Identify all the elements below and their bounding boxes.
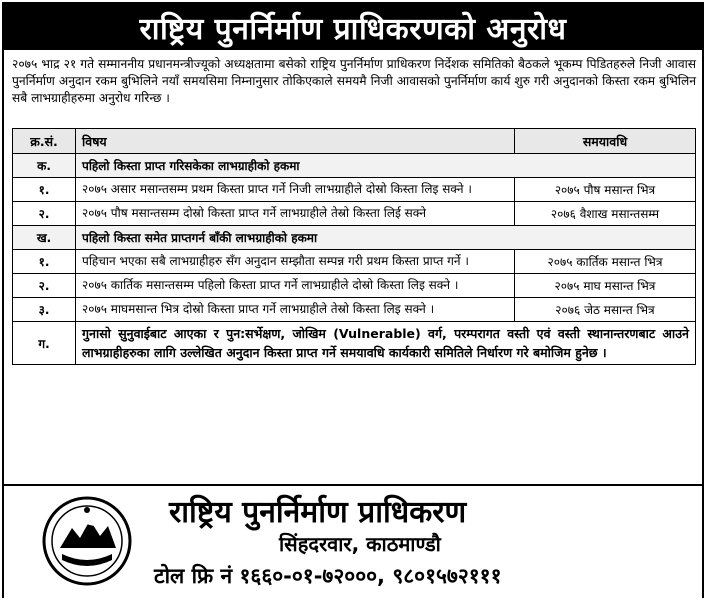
section-a-label: पहिलो किस्ता प्राप्त गरिसकेका लाभग्राहीको हकमा: [76, 154, 696, 178]
section-c-sn: ग.: [13, 322, 76, 365]
row-subject: २०७५ कार्तिक मसान्तसम्म पहिलो किस्ता प्राप्त गर्ने लाभग्राहीले दोस्रो किस्ता लिइ सक्ने ।: [76, 274, 515, 298]
table-row: [13, 202, 696, 226]
intro-paragraph: २०७५ भाद्र २१ गते सम्माननीय प्रधानमन्त्रीज्यूको अध्यक्षतामा बसेको राष्ट्रिय पुनर्निर्माण प्राधिकरण निर्देशक समितिको बैठकले भूकम्प पिडितहरुले निजी आवास पुनर्निर्माण अनुदान रकम बुभिलिने नयाँ समयसिमा निम्नानुसार तोकिएकाले समयमै निजी आवासको पुनर्निर्माण कार्य शुरु गरी अनुदानको किस्ता रकम बुभिलिन सबै लाभग्राहीहरुमा अनुरोध गरिन्छ ।: [12, 57, 696, 105]
table-row: [13, 178, 696, 202]
footer-org-name: राष्ट्रिय पुनर्निर्माण प्राधिकरण: [169, 495, 467, 530]
row-sn: १.: [13, 178, 76, 202]
row-time: २०७५ पौष मसान्त भित्र: [515, 178, 696, 202]
row-subject: पहिचान भएका सबै लाभग्राहीहरु सँग अनुदान सम्झौता सम्पन्न गरी प्रथम किस्ता प्राप्त गर्ने ।: [76, 250, 515, 274]
section-a-row: [13, 154, 696, 178]
row-time: २०७५ माघ मसान्त भित्र: [515, 274, 696, 298]
footer-panel: [4, 484, 702, 600]
header-time: समयावधि: [515, 129, 696, 154]
row-sn: २.: [13, 274, 76, 298]
row-subject: २०७५ असार मसान्तसम्म प्रथम किस्ता प्राप्त गर्ने निजी लाभग्राहीले दोस्रो किस्ता लिइ सक्ने ।: [76, 178, 515, 202]
table-row: [13, 274, 696, 298]
row-subject: २०७५ पौष मसान्तसम्म दोस्रो किस्ता प्राप्त गर्ने लाभग्राहीले तेस्रो किस्ता लिई सक्ने: [76, 202, 515, 226]
footer-address: सिंहदरवार, काठमाण्डौ: [279, 532, 441, 556]
row-sn: २.: [13, 202, 76, 226]
row-subject: २०७५ माघमसान्त भित्र दोस्रो किस्ता प्राप्त गर्ने लाभग्राहीले तेस्रो किस्ता लिइ सक्ने ।: [76, 298, 515, 322]
section-c-row: [13, 322, 696, 365]
section-b-row: [13, 226, 696, 250]
footer-phone: टोल फ्रि नं १६६०-०१-७२०००, ९८०१५७२१११: [154, 564, 502, 588]
header-sn: क्र.सं.: [13, 129, 76, 154]
row-time: २०७६ वैशाख मसान्तसम्म: [515, 202, 696, 226]
row-time: २०७६ जेठ मसान्त भित्र: [515, 298, 696, 322]
row-sn: १.: [13, 250, 76, 274]
section-b-label: पहिलो किस्ता समेत प्राप्तगर्न बाँकी लाभग्राहीको हकमा: [76, 226, 696, 250]
table-header-row: [13, 129, 696, 154]
section-c-text: गुनासो सुनुवाईबाट आएका र पुन:सर्भेक्षण, जोखिम (Vulnerable) वर्ग, परम्परागत वस्ती एवं वस्ती स्थानान्तरणबाट आउने लाभग्राहीहरुका लागि उल्लेखित अनुदान किस्ता प्राप्त गर्ने समयावधि कार्यकारी समितिले निर्धारण गरे बमोजिम हुनेछ ।: [76, 322, 696, 365]
notice-frame: [2, 2, 704, 598]
row-time: २०७५ कार्तिक मसान्त भित्र: [515, 250, 696, 274]
header-subject: विषय: [76, 129, 515, 154]
section-b-sn: ख.: [13, 226, 76, 250]
emblem-icon: [42, 496, 132, 586]
section-a-sn: क.: [13, 154, 76, 178]
notice-title: राष्ट्रिय पुनर्निर्माण प्राधिकरणको अनुरोध: [4, 4, 702, 50]
table-row: [13, 298, 696, 322]
schedule-table: [12, 128, 696, 365]
table-row: [13, 250, 696, 274]
row-sn: ३.: [13, 298, 76, 322]
